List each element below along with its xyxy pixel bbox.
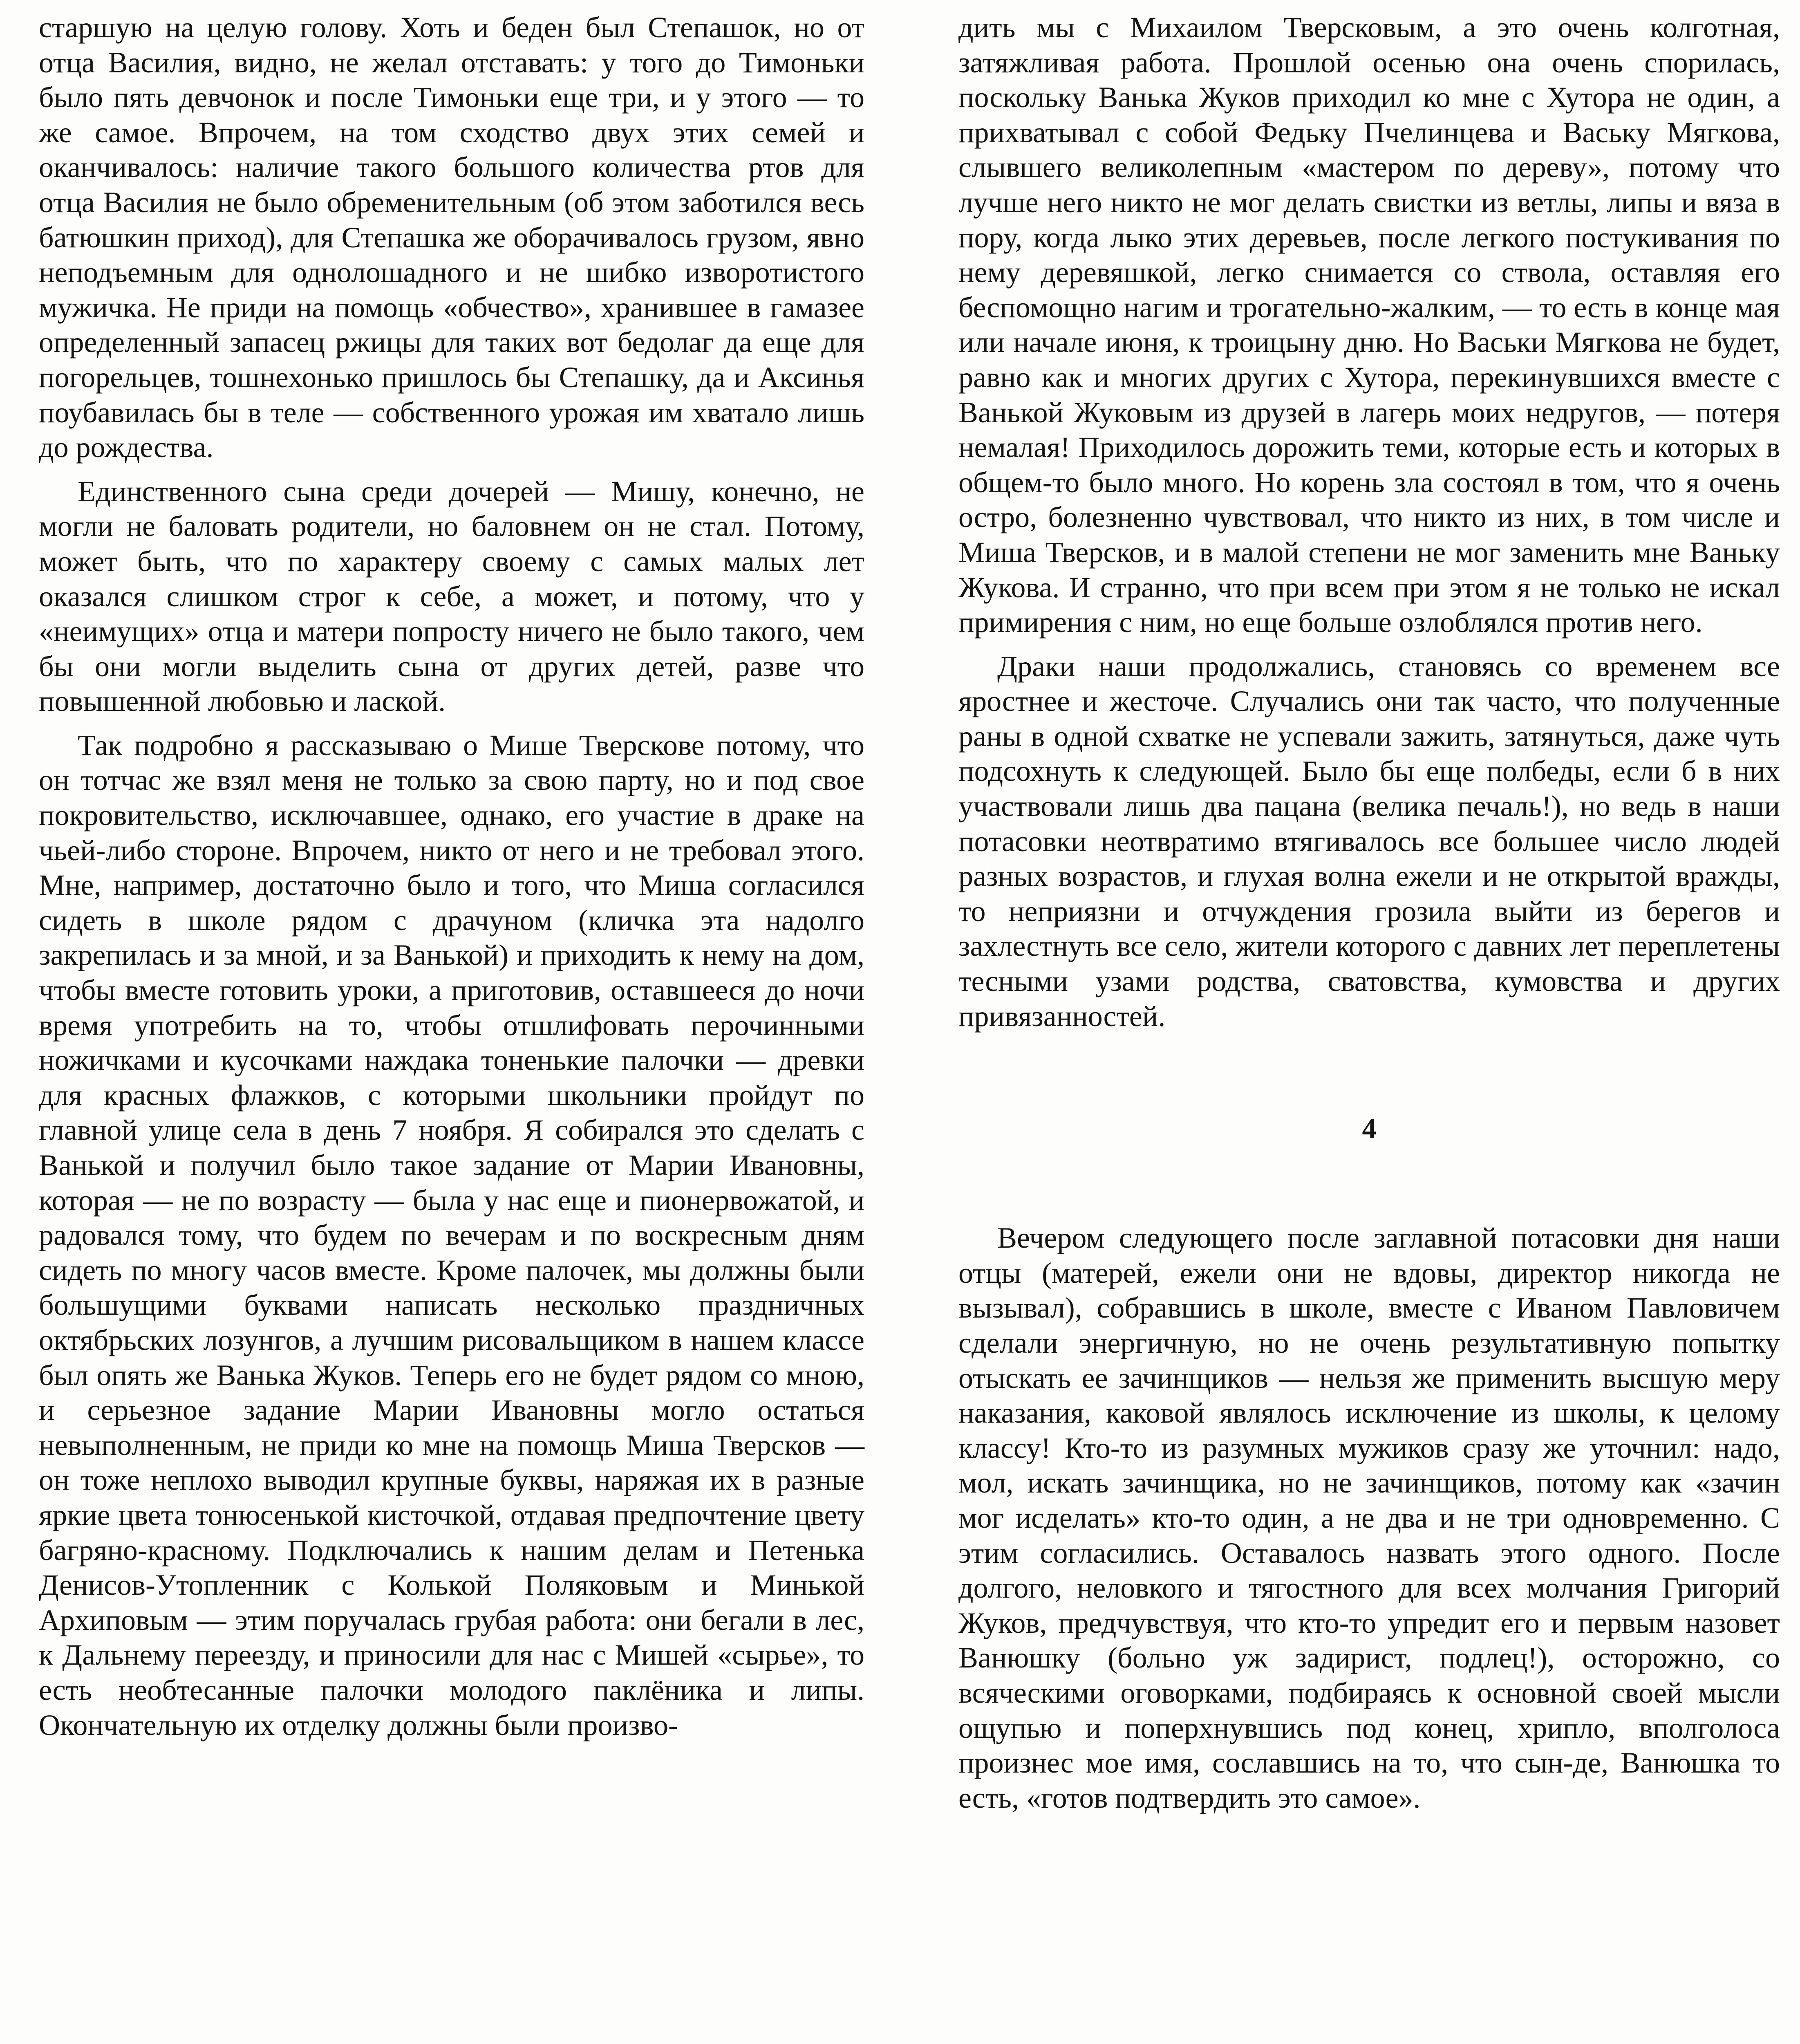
paragraph: дить мы с Михаилом Тверсковым, а это очень колготная, затяжливая работа. Прошлой осенью она очень спорилась, поскольку Ванька Жуков приходил ко мне с Хутора не один, а прихватывал с собой Федьку Пчелинцева и Ваську Мягкова, слывшего великолепным «мастером по дереву», потому что лучше него никто не мог делать свистки из ветлы, липы и вяза в пору, когда лыко этих деревьев, после легкого постукивания по нему деревяшкой, легко снимается со ствола, оставляя его беспомощно нагим и трогательно-жалким, — то есть в конце мая или начале июня, к троицыну дню. Но Васьки Мягкова не будет, равно как и многих других с Хутора, перекинувшихся вместе с Ванькой Жуковым из друзей в лагерь моих недругов, — потеря немалая! Приходилось дорожить теми, которые есть и которых в общем-то было много. Но корень зла состоял в том, что я очень остро, болезненно чувствовал, что никто из них, в том числе и Миша Тверсков, и в малой степени не мог заменить мне Ваньку Жукова. И странно, что при всем при этом я не только не искал примирения с ним, но еще больше озлоблялся против него. (958, 11, 1780, 639)
paragraph: Так подробно я рассказываю о Мише Тверскове потому, что он тотчас же взял меня не только за свою парту, но и под свое покровительство, исключавшее, однако, его участие в драке на чьей-либо стороне. Впрочем, никто от него и не требовал этого. Мне, например, достаточно было и того, что Миша согласился сидеть в школе рядом с драчуном (кличка эта надолго закрепилась и за мной, и за Ванькой) и приходить к нему на дом, чтобы вместе готовить уроки, а приготовив, оставшееся до ночи время употребить на то, чтобы отшлифовать перочинными ножичками и кусочками наждака тоненькие палочки — древки для красных флажков, с которыми школьники пройдут по главной улице села в день 7 ноября. Я собирался это сделать с Ванькой и получил было такое задание от Марии Ивановны, которая — не по возрасту — была у нас еще и пионервожатой, и радовался тому, что будем по вечерам и по воскресным дням сидеть по многу часов вместе. Кроме палочек, мы должны были большущими буквами написать несколько праздничных октябрьских лозунгов, а лучшим рисовальщиком в нашем классе был опять же Ванька Жуков. Теперь его не будет рядом со мною, и серьезное задание Марии Ивановны могло остаться невыполненным, не приди ко мне на помощь Миша Тверсков — он тоже неплохо выводил крупные буквы, наряжая их в разные яркие цвета тонюсенькой кисточкой, отдавая предпочтение цвету багряно-красному. Подключались к нашим делам и Петенька Денисов-Утопленник с Колькой Поляковым и Минькой Архиповым — этим поручалась грубая работа: они бегали в лес, к Дальнему переезду, и приносили для нас с Мишей «сырье», то есть необтесанные палочки молодого паклёника и липы. Окончательную их отделку должны были произво- (39, 728, 864, 1741)
left-column (39, 10, 864, 1752)
paragraph: старшую на целую голову. Хоть и беден был Степашок, но от отца Василия, видно, не желал отставать: у того до Тимоньки было пять девчонок и после Тимоньки еще три, и у этого — то же самое. Впрочем, на том сходство двух этих семей и оканчивалось: наличие такого большого количества ртов для отца Василия не было обременительным (об этом заботился весь батюшкин приход), для Степашка же оборачивалось грузом, явно неподъемным для однолошадного и не шибко изворотистого мужичка. Не приди на помощь «обчество», хранившее в гамазее определенный запасец ржицы для таких вот бедолаг да еще для погорельцев, тошнехонько пришлось бы Степашку, да и Аксинья поубавилась бы в теле — собственного урожая им хватало лишь до рождества. (39, 11, 864, 464)
paragraph: Единственного сына среди дочерей — Мишу, конечно, не могли не баловать родители, но баловнем он не стал. Потому, может быть, что по характеру своему с самых малых лет оказался слишком строг к себе, а может, и потому, что у «неимущих» отца и матери попросту ничего не было такого, чем бы они могли выделить сына от других детей, разве что повышенной любовью и лаской. (39, 475, 864, 718)
section-number: 4 (1362, 1113, 1377, 1145)
paragraph: Драки наши продолжались, становясь со временем все яростнее и жесточе. Случались они так часто, что полученные раны в одной схватке не успевали зажить, затянуться, даже чуть подсохнуть к следующей. Было бы еще полбеды, если б в них участвовали лишь два пацана (велика печаль!), но ведь в наши потасовки неотвратимо втягивалось все большее число людей разных возрастов, и глухая волна ежели и не открытой вражды, то неприязни и отчуждения грозила выйти из берегов и захлестнуть все село, жители которого с давних лет переплетены тесными узами родства, сватовства, кумовства и других привязанностей. (958, 650, 1780, 1033)
right-column (958, 10, 1780, 1824)
paragraph: Вечером следующего после заглавной потасовки дня наши отцы (матерей, ежели они не вдовы, директор никогда не вызывал), собравшись в школе, вместе с Иваном Павловичем сделали энергичную, но не очень результативную попытку отыскать ее зачинщиков — нельзя же применить высшую меру наказания, каковой являлось исключение из школы, к целому классу! Кто-то из разумных мужиков сразу же уточнил: надо, мол, искать зачинщика, но не зачинщиков, потому как «зачин мог исделать» кто-то один, а не два и не три одновременно. С этим согласились. Оставалось назвать этого одного. После долгого, неловкого и тягостного для всех молчания Григорий Жуков, предчувствуя, что кто-то упредит его и первым назовет Ванюшку (больно уж задирист, подлец!), осторожно, со всяческими оговорками, подбираясь к основной своей мысли ощупью и поперхнувшись под конец, хрипло, вполголоса произнес мое имя, сославшись на то, что сын-де, Ванюшка то есть, «готов подтвердить это самое». (958, 1221, 1780, 1814)
